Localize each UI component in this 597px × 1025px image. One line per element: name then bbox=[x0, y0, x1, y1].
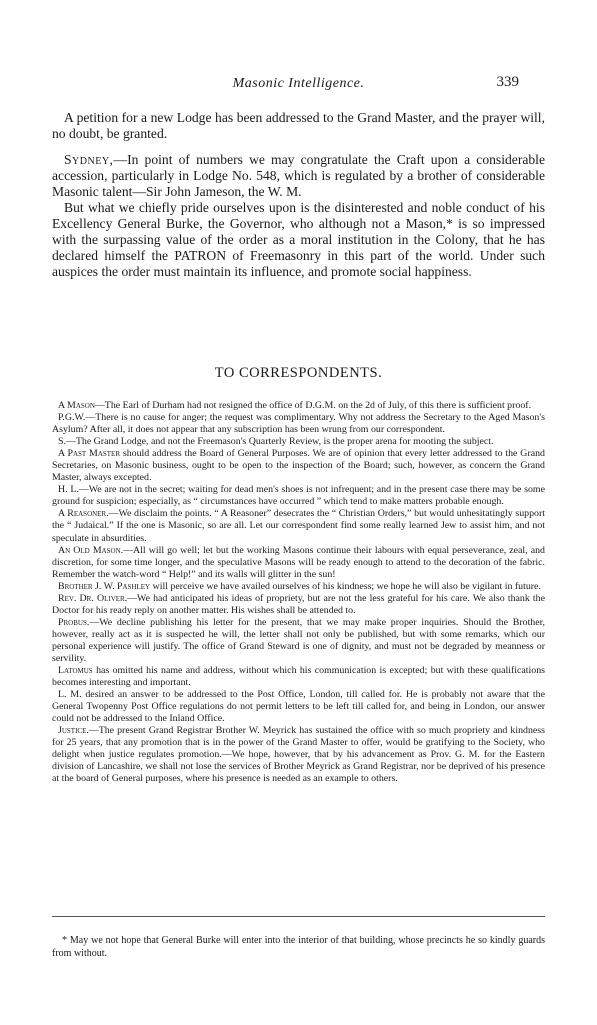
correspondent-name: A Mason bbox=[58, 400, 95, 411]
correspondent-entry bbox=[52, 545, 545, 581]
correspondent-reply: —The present Grand Registrar Brother W. Meyrick has sustained the office with so much propriety and kindness for 25 years, that any promotion that is in the power of the Grand Master to offer, would be gratifying to the Society, who delight when justice regulates promotion.—We hope, however, that by his advancement as Prov. G. M. for the Eastern division of Lancashire, we shall not lose the services of Brother Meyrick as Grand Registrar, nor be deprived of his presence at the board of General purposes, where his presence is needed as an example to others. bbox=[52, 725, 545, 785]
correspondent-reply: —The Grand Lodge, and not the Freemason's Quarterly Review, is the proper arena for mooting the subject. bbox=[65, 436, 494, 448]
correspondent-entry bbox=[52, 436, 545, 448]
correspondent-name: A Past Master bbox=[58, 448, 120, 460]
section-title: TO CORRESPONDENTS. bbox=[214, 365, 383, 381]
page-header bbox=[0, 76, 597, 96]
correspondent-name: Probus. bbox=[58, 616, 90, 628]
sydney-text: —In point of numbers we may congratulate the Craft upon a considerable accession, particularly in Lodge No. 548, which is regulated by a brother of considerable Masonic talent—Sir John Jameson, the W. M. bbox=[52, 152, 545, 199]
correspondent-name: L. M. bbox=[58, 689, 82, 701]
correspondent-entry bbox=[52, 725, 545, 785]
sydney-lead: Sydney, bbox=[64, 152, 114, 167]
paragraph-sydney bbox=[52, 152, 545, 200]
correspondent-reply: —The Earl of Durham had not resigned the office of D.G.M. on the 2d of July, of this there is sufficient proof. bbox=[94, 400, 532, 411]
correspondent-reply: —All will go well; let but the working Masons continue their labours with equal perseverance, zeal, and discretion, for some time longer, and the speculative Masons will be ready enough to attend to the decoration of the fabric. Remember the watch-word “ Help!” and its walls will glitter in the sun! bbox=[52, 544, 545, 580]
correspondents-list bbox=[52, 400, 545, 786]
correspondent-name: A Reasoner. bbox=[58, 508, 109, 520]
correspondent-entry bbox=[52, 581, 545, 593]
correspondent-entry bbox=[52, 593, 545, 617]
correspondent-entry bbox=[52, 400, 545, 412]
footnote bbox=[52, 934, 545, 960]
correspondent-reply: —We had anticipated his ideas of propriety, but are not the less grateful for his care. We also thank the Doctor for his ready reply on another matter. His wishes shall be attended to. bbox=[52, 592, 545, 616]
correspondent-reply: should address the Board of General Purposes. We are of opinion that every letter addressed to the Grand Secretaries, on Masonic business, ought to be open to the inspection of the Board; such, however, as concern the Grand Master, always excepted. bbox=[52, 448, 545, 484]
correspondent-reply: —We are not in the secret; waiting for dead men's shoes is not infrequent; and in the present case there may be some ground for suspicion; especially, as “ circumstances have occurred ” which tend to make matters probable enough. bbox=[52, 484, 545, 508]
correspondent-entry bbox=[52, 448, 545, 484]
correspondent-entry bbox=[52, 665, 545, 689]
correspondent-name: An Old Mason. bbox=[58, 544, 124, 556]
correspondent-reply: will perceive we have availed ourselves of his kindness; we hope he will also be vigilant in future. bbox=[150, 580, 541, 592]
correspondent-reply: —We disclaim the points. “ A Reasoner” desecrates the “ Christian Orders,” but would unhesitatingly support the “ Judaical.” If the one is Masonic, so are all. Let our correspondent find some really learned Jew to assist him, and not speculate in absurdities. bbox=[52, 508, 545, 544]
correspondent-name: Rev. Dr. Oliver. bbox=[58, 592, 128, 604]
running-title: Masonic Intelligence. bbox=[232, 76, 365, 91]
correspondent-entry bbox=[52, 617, 545, 665]
correspondent-reply: —There is no cause for anger; the request was complimentary. Why not address the Secretary to the Aged Mason's Asylum? After all, it does not appear that any subscription has been wrung from our correspondent. bbox=[52, 412, 545, 436]
correspondent-reply: has omitted his name and address, without which his communication is excepted; but with these qualifications becomes interesting and important. bbox=[52, 665, 545, 689]
correspondent-name: Latomus bbox=[58, 665, 93, 677]
correspondent-entry bbox=[52, 508, 545, 544]
paragraph-burke: But what we chiefly pride ourselves upon is the disinterested and noble conduct of his Excellency General Burke, the Governor, who although not a Mason,* is so impressed with the surpassing value of the order as a moral institution in the Colony, that he has declared himself the PATRON of Freemasonry in this part of the world. Under such auspices the order must maintain its influence, and promote social happiness. bbox=[52, 200, 545, 279]
correspondent-name: Brother J. W. Pashley bbox=[58, 580, 151, 592]
paragraph-petition: A petition for a new Lodge has been addressed to the Grand Master, and the prayer will, no doubt, be granted. bbox=[52, 110, 545, 141]
article-body bbox=[52, 110, 545, 280]
correspondent-reply: —We decline publishing his letter for the present, that we may make proper inquiries. Should the Brother, however, really act as it is suspected he will, the letter shall not only be published, but with some remarks, which our personal experience will justify. The office of Grand Steward is one of dignity, and must not be degraded by meanness or servility. bbox=[52, 616, 545, 664]
correspondent-entry bbox=[52, 412, 545, 436]
page-number: 339 bbox=[496, 74, 519, 90]
correspondent-name: P.G.W. bbox=[58, 412, 86, 424]
footnote-rule bbox=[52, 916, 545, 917]
correspondent-entry bbox=[52, 689, 545, 725]
correspondent-name: Justice. bbox=[58, 725, 89, 737]
correspondent-reply: desired an answer to be addressed to the Post Office, London, till called for. He is probably not aware that the General Twopenny Post Office regulations do not permit letters to be left till called for, and being in London, our answer could not be addressed to the Inland Office. bbox=[52, 689, 545, 725]
correspondent-name: H. L. bbox=[58, 484, 79, 496]
correspondent-entry bbox=[52, 484, 545, 508]
footnote-text: * May we not hope that General Burke will enter into the interior of that building, whose precincts he so kindly guards from without. bbox=[52, 935, 545, 959]
correspondent-name: S. bbox=[58, 436, 66, 448]
